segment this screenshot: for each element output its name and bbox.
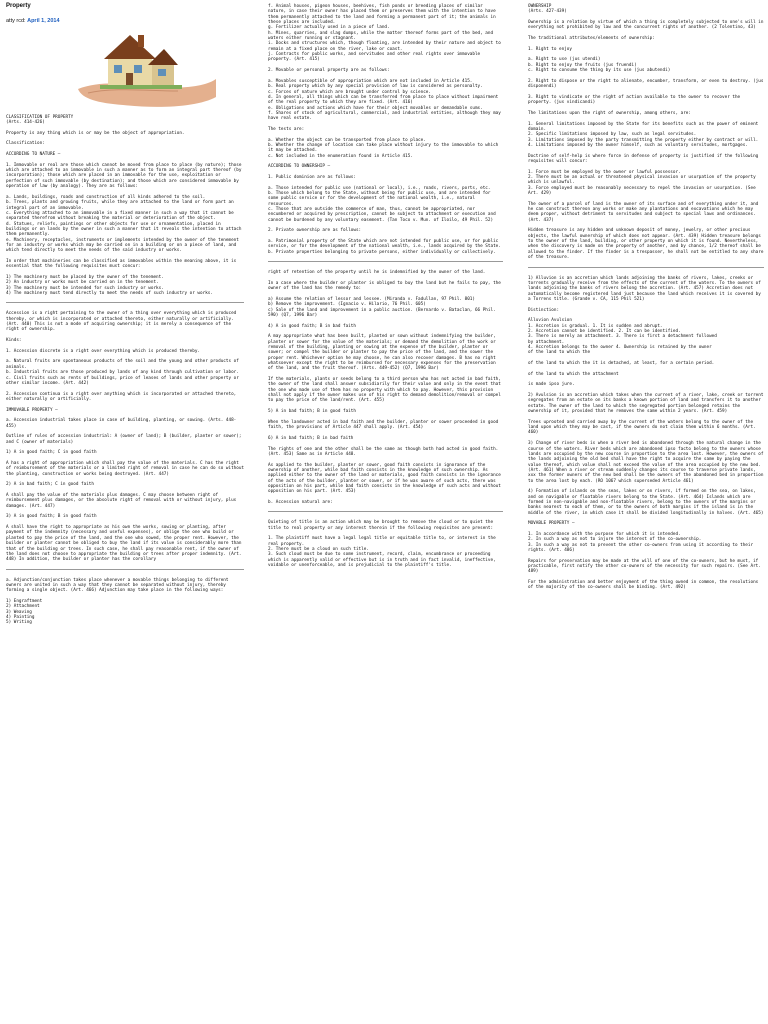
paragraph: 2. Private ownership are as follows: (268, 228, 362, 234)
section-heading: ACCORDING TO NATURE – (6, 152, 61, 158)
column-left (6, 4, 244, 631)
paragraph: a. Those intended for public use (national or local), i.e., roads, rivers, ports, etc. b. Those which belong to the State, without being for public use, and are intended for some public service or for the development of the national wealth, i.e., natural resources. c. Those that are outside the commerce of man, thus, cannot be appropriated, nor encumbered or acquired by prescription, cannot be subject to attachment or execution and cannot be burdened by any voluntary easement. (Tan Toco v. Mun. of Iloilo, 49 Phil. 52) (268, 185, 496, 223)
section-heading: IMMOVABLE PROPERTY – (6, 407, 58, 413)
paragraph: Hidden treasure is any hidden and unknown deposit of money, jewelry, or other precious objects, the lawful ownership of which does not appear. (Art. 439) Hidden treasure belongs to the owner of the land, building, or other property on which it is found. Nevertheless, when the discovery is made on the property of another, and by chance, 1/2 thereof shall be allowed to the finder. If the finder is a trespasser, he shall not be entitled to any share of the treasure. (528, 228, 764, 261)
paragraph: 2. Right to dispose or the right to alienate, encumber, transform, or even to destroy. (jus disponendi) (528, 78, 764, 90)
paragraph: When the landowner acted in bad faith and the builder, planter or sower proceeded in good faith, the provisions of Article 447 shall apply. (Art. 454) (268, 419, 499, 431)
paragraph: Distinction: (528, 307, 560, 313)
paragraph: 6) A in bad faith; B in bad faith (268, 435, 354, 441)
section-divider (6, 302, 244, 303)
paragraph: a. Accession industrial takes place in case of building, planting, or sowing. (Arts. 448-455) (6, 418, 237, 429)
paragraph: a. Movables susceptible of appropriation which are not included in Article 415. b. Real property which by any special provision of law is considered as personalty. c. Forces of nature which are brought under control by science. d. In general, all things which can be transferred from place to place without impairment of the real property to which they are fixed. (Art. 416) e. Obligations and actions which have for their object movables or demandable sums. f. Shares of stock of agricultural, commercial, and industrial entities, although they may have real estate. (268, 78, 501, 122)
paragraph: is made ipso jure. (528, 382, 575, 388)
byline-author: atty rcd: (6, 18, 26, 25)
paragraph: In a case where the builder or planter is obliged to buy the land but he fails to pay, the owner of the land has the remedy to: (268, 280, 501, 292)
paragraph: 1) Alluvion is an accretion which lands adjoining the banks of rivers, lakes, creeks or torrents gradually receive from the effects of the current of the waters. To the owners of lands adjoining the banks of rivers belong the accretion. (Art. 457) Accretion does not automatically become registered land just because the land which receives it is covered by a Torrens title. (Grande v. CA, 115 Phil 521) (528, 275, 761, 302)
paragraph: The tests are: (268, 126, 305, 132)
paragraph: 2) Avulsion is an accretion which takes when the current of a river, lake, creek or torrent segregates from an estate on its banks a known portion of land and transfers it to another estate. The owner of the land to which the segregated portion belonged retains the ownership of it, provided that he removes the same within 2 years. (Art. 459) (528, 393, 764, 415)
section-heading: ACCORDING TO OWNERSHIP – (268, 164, 331, 170)
paragraph: a. Adjunction/conjunction takes place whenever a movable things belonging to different owners are united in such a way that they cannot be separated without injury, thereby forming a single object. (Art. 466) Adjunction may take place in the following ways: (6, 577, 229, 594)
paragraph: right of retention of the property until he is indemnified by the owner of the land. (268, 270, 486, 276)
paragraph: a. Whether the object can be transported from place to place. b. Whether the change of location can take place without injury to the immovable to which it may be attached. c. Not included in the enumeration found in Article 415. (268, 137, 499, 159)
paragraph: As applied to the builder, planter or sower, good faith consists in ignorance of the ownership of another, while bad faith consists in the knowledge of such ownership. As applied either to the owner of the land or materials, good faith consists in the ignorance of the acts of the builder, planter or sower, or if he was aware of such acts, there was opposition on his part, while bad faith consists in the knowledge of such acts and without opposition on his part. (Art. 453) (268, 462, 501, 495)
paragraph: 1) A in good faith; C in good faith (6, 450, 97, 456)
paragraph: For the administration and better enjoyment of the thing owned in common, the resolutions of the majority of the co-owners shall be binding. (Art. 492) (528, 580, 759, 591)
paragraph: 1. Right to enjoy (528, 46, 572, 52)
paragraph: 3) A in good faith; B in good faith (6, 514, 97, 520)
paragraph: 1. Immovable or real are those which cannot be moved from place to place (by nature); those which are attached to an immovable in such a manner as to form an integral part thereof (by incorporation); those which are placed in an immovable for the use, exploitation or perfection of such immovable (by destination); and those which are considered immovable by operation of law (by analogy). They are as follows: (6, 162, 242, 190)
paragraph: Ownership is a relation by virtue of which a thing is completely subjected to one's will in everything not prohibited by law and the concurrent rights of another. (2 Tolentino, 43) (528, 20, 764, 31)
section-divider (528, 267, 764, 268)
paragraph: Kinds: (6, 338, 22, 344)
paragraph: b. Accession natural are: (268, 499, 333, 505)
paragraph: 1. In accordance with the purpose for which it is intended. 2. In such a way as not to injure the interest of the co-ownership. 3. In such a way as not to prevent the other co-owners from using it according to their rights. (Art. 486) (528, 532, 754, 554)
paragraph: a. Lands, buildings, roads and construction of all kinds adhered to the soil. b. Trees, plants and growing fruits, while they are attached to the land or form part an integral part of an immovable. c. Everything attached to an immovable in a fixed manner in such a way that it cannot be separated therefrom without breaking the material or deterioration of the object. d. Statues, reliefs, paintings or other objects for use or ornamentation, placed in buildings or on lands by the owner in such a manner that it reveals the intention to attach them permanently. e. Machinery, receptacles, instruments or implements intended by the owner of the tenement for an industry or works which may be carried on in a building or on a piece of land, and which tend directly to meet the needs of the said industry or works. (6, 194, 242, 254)
paragraph: Accession is a right pertaining to the owner of a thing over everything which is produced thereby, or which is incorporated or attached thereto, either naturally or artificially. (Art. 440) This is not a mode of acquiring ownership; it is merely a consequence of the right of ownership. (6, 311, 237, 333)
paragraph: f. Animal houses, pigeon houses, beehives, fish ponds or breeding places of similar nature, in case their owner has placed them or preserves them with the intention to have them permanently attached to the land and forming a permanent part of it; the animals in these places are included. g. Fertilizer actually used in a piece of land. h. Mines, quarries, and slag dumps, while the matter thereof forms part of the bed, and waters either running or stagnant. i. Docks and structures which, though floating, are intended by their nature and object to remain at a fixed place on the river, lake or coast. j. Contracts for public works, and servitudes and other real rights over immovable property. (Art. 415) (268, 4, 501, 63)
paragraph: Quieting of title is an action which may be brought to remove the cloud or to quiet the title to real property or any interest therein if the following requisites are present: (268, 520, 494, 531)
paragraph: 2) A in bad faith; C in good faith (6, 482, 94, 488)
paragraph: 2. Accession continua is a right over anything which is incorporated or attached thereto, either naturally or artificially. (6, 391, 237, 402)
section-heading: OWNERSHIP (Arts. 427-439) (528, 4, 567, 15)
paragraph: Property is any thing which is or may be the object of appropriation. (6, 130, 185, 136)
paragraph: 1) The machinery must be placed by the owner of the tenement. 2) An industry or works must be carried on in the tenement. 3) The machinery must be intended for such industry or works. 4) The machinery must tend directly to meet the needs of such industry or works. (6, 275, 213, 297)
paragraph: Trees uprooted and carried away by the current of the waters belong to the owner of the land upon which they may be cast, if the owners do not claim them within 6 months. (Art. 460) (528, 419, 756, 436)
paragraph: 1. Force must be employed by the owner or lawful possessor. 2. There must be an actual or threatened physical invasion or usurpation of the property which is unlawful. 3. Force employed must be reasonably necessary to repel the invasion or usurpation. (See Art. 429) (528, 169, 756, 197)
paragraph: 3) Change of river beds is when a river bed is abandoned through the natural change in the course of the waters. River beds which are abandoned ipso facto belong to the owners whose lands are occupied by the new course in proportion to the area lost. However, the owners of the lands adjoining the old bed shall have the right to acquire the same by paying the value thereof, which value shall not exceed the value of the area occupied by the new bed. (Art. 461) When a river or stream suddenly changes its course to traverse private lands, xxx the former owners of the new bed shall be the owners of the abandoned bed in proportion to the area lost by each. (RO 1067 which superseded Article 461) (528, 441, 764, 484)
paragraph: a. Patrimonial property of the State which are not intended for public use, or for public service, or for the development of the national wealth, i.e., lands acquired by the State. b. Private properties belonging to private persons, either individually or collectively. (268, 239, 501, 255)
paragraph: The limitations upon the right of ownership, among others, are: (528, 110, 691, 116)
byline-date[interactable]: April 1, 2014 (27, 18, 60, 25)
paragraph: 1. The plaintiff must have a legal legal title or equitable title to, or interest in the real property. 2. There must be a cloud on such title. 3. Such cloud must be due to some instrument, record, claim, encumbrance or proceeding which is apparently valid or effective but is in truth and in fact invalid, ineffective, voidable or unenforceable, and is prejudicial to the plaintiff's title. (268, 536, 496, 569)
paragraph: a. Right to use (jus utendi) b. Right to enjoy the fruits (jus fruendi) c. Right to consume the thing by its use (jus abutendi) (528, 57, 671, 74)
paragraph: Doctrine of self-help is where force in defense of property is justified if the following requisites will concur: (528, 153, 759, 164)
section-divider (268, 261, 503, 262)
paragraph: 3. Right to vindicate or the right of action available to the owner to recover the property. (jus vindicandi) (528, 94, 741, 106)
distinction-table: Alluvion Avulsion 1. Accretion is gradual. 1. It is sudden and abrupt. 2. Accretion cannot be identified. 2. It can be identified. 3. There is merely an attachment. 3. There is first a detachment followed by attachment. 4. Accretion belongs to the owner 4. Ownership is retained by the owner of the land to which the (528, 318, 717, 356)
paragraph: 1) Engraftment 2) Attachment 3) Weaving 4) Painting 5) Writing (6, 598, 43, 626)
paragraph: Classification: (6, 141, 45, 147)
column-middle (268, 4, 503, 574)
paragraph: a. Natural fruits are spontaneous products of the soil and the young and other products of animals. b. Industrial fruits are those produced by lands of any kind through cultivation or labor. c. Civil fruits such as rents of buildings, price of leases of lands and other property or other similar income. (Art. 442) (6, 359, 239, 386)
paragraph: Repairs for preservation may be made at the will of one of the co-owners, but he must, if practicable, first notify the other co-owners of the necessity for such repairs. (See Art. 489) (528, 558, 761, 575)
paragraph: 1. Accession discrete is a right over everything which is produced thereby. (6, 348, 201, 354)
paragraph: Outline of rules of accession industrial: A (owner of land); B (builder, planter or sower); and C (owner of materials) (6, 434, 242, 445)
paragraph: If the materials, plants or seeds belong to a third person who has not acted in bad faith, the owner of the land shall answer subsidiarily for their value and only in the event that the one who made use of them has no property with which to pay. However, this provision shall not apply if the owner makes use of his right to demand demolition/removal or compel to pay the price of the land/rent. (Art. 455) (268, 377, 501, 404)
paragraph: of the land to which the attachment (528, 371, 619, 377)
paragraph: 4) Formation of islands on the seas, lakes or on rivers, if formed on the sea, on lakes, and on navigable or floatable rivers belong to the State. (Art. 464) Islands which are formed in non-navigable and non-floatable rivers, belong to the owners of the margins or banks nearest to each of them, or to the owners of both margins if the island is in the middle of the river, in which case it shall be divided longitudinally in halves. (Art. 465) (528, 489, 764, 516)
section-heading: MOVABLE PROPERTY – (528, 521, 575, 527)
paragraph: A may appropriate what has been built, planted or sown without indemnifying the builder, planter or sower for the value of the materials; or demand the demolition of the work or removal of the building, planting or sowing at the expense of the builder, planter or sower; or compel the builder or planter to pay the price of the land, and the sower the proper rent. Whichever option he may choose, he can also recover damages. B has no right whatsoever except the right to be reimbursed for necessary expenses for the preservation of the land, and the fruit thereof. (Arts. 449-452) (Q7, 1996 Bar) (268, 334, 496, 372)
paragraph: 5) A in bad faith; B in good faith (268, 409, 356, 415)
document-title: Property (6, 3, 31, 9)
paragraph: A shall have the right to appropriate as his own the works, sowing or planting, after payment of the indemnity (necessary and useful expenses), or oblige the one who build or planted to pay the price of the land, and the one who sowed, the proper rent. However, the builder or planter cannot be obliged to buy the land if its value is considerably more than that of the building or trees. In such case, he shall pay reasonable rent, if the owner of the land does not choose to appropriate the building or trees after proper indemnity. (Art. 448) In addition, the builder or planter has the corollary (6, 525, 242, 563)
paragraph: CLASSIFICATION OF PROPERTY (Arts. 414-426) (6, 114, 74, 126)
paragraph: The owner of a parcel of land is the owner of its surface and of everything under it, and he can construct thereon any works or make any plantations and excavations which he may deem proper, without detriment to servitudes and subject to special laws and ordinances. (Art. 437) (528, 201, 759, 223)
byline (6, 19, 244, 24)
section-divider (6, 569, 244, 570)
section-divider (268, 511, 503, 512)
paragraph: 2. Movable or personal property are as follows: (268, 68, 390, 74)
paragraph: A has a right of appropriation which shall pay the value of the materials. C has the right of reimbursement of the materials or a limited right of removal in case he can do so without the planting, construction or works being destroyed. (Art. 447) (6, 461, 244, 477)
house-in-hand-image (68, 27, 218, 109)
paragraph: 1. General limitations imposed by the State for its benefits such as the power of eminent domain. 2. Specific limitations imposed by law, such as legal servitudes. 3. Limitations imposed by the party transmitting the property either by contract or will. 4. Limitations imposed by the owner himself, such as voluntary servitudes, mortgages. (528, 121, 759, 148)
paragraph: 4) A in good faith; B in bad faith (268, 323, 356, 329)
column-right (528, 4, 764, 596)
paragraph: The rights of one and the other shall be the same as though both had acted in good faith. (Art. 453) Same as in Article 448. (268, 446, 499, 457)
paragraph: The traditional attributes/elements of ownership: (528, 36, 655, 42)
paragraph: of the land to which the it is detached, at least, for a certain period. (528, 361, 715, 366)
paragraph: In order that machineries can be classified as immovables within the meaning above, it is essential that the following requisites must concur: (6, 258, 237, 270)
paragraph: a) Assume the relation of lessor and lessee. (Miranda v. Fadullan, 97 Phil. 801) b) Remove the improvement. (Ignacio v. Hilario, 76 Phil. 605) c) Sale of the land and improvement in a public auction. (Bernardo v. Bataclan, 66 Phil. 590) (Q7, 1996 Bar) (268, 296, 496, 318)
paragraph: 1. Public dominion are as follows: (268, 175, 356, 180)
paragraph: A shall pay the value of the materials plus damages. C may choose between right of reimbursement plus damages, or the absolute right of removal with or without injury, plus damages. (Art. 447) (6, 493, 237, 509)
